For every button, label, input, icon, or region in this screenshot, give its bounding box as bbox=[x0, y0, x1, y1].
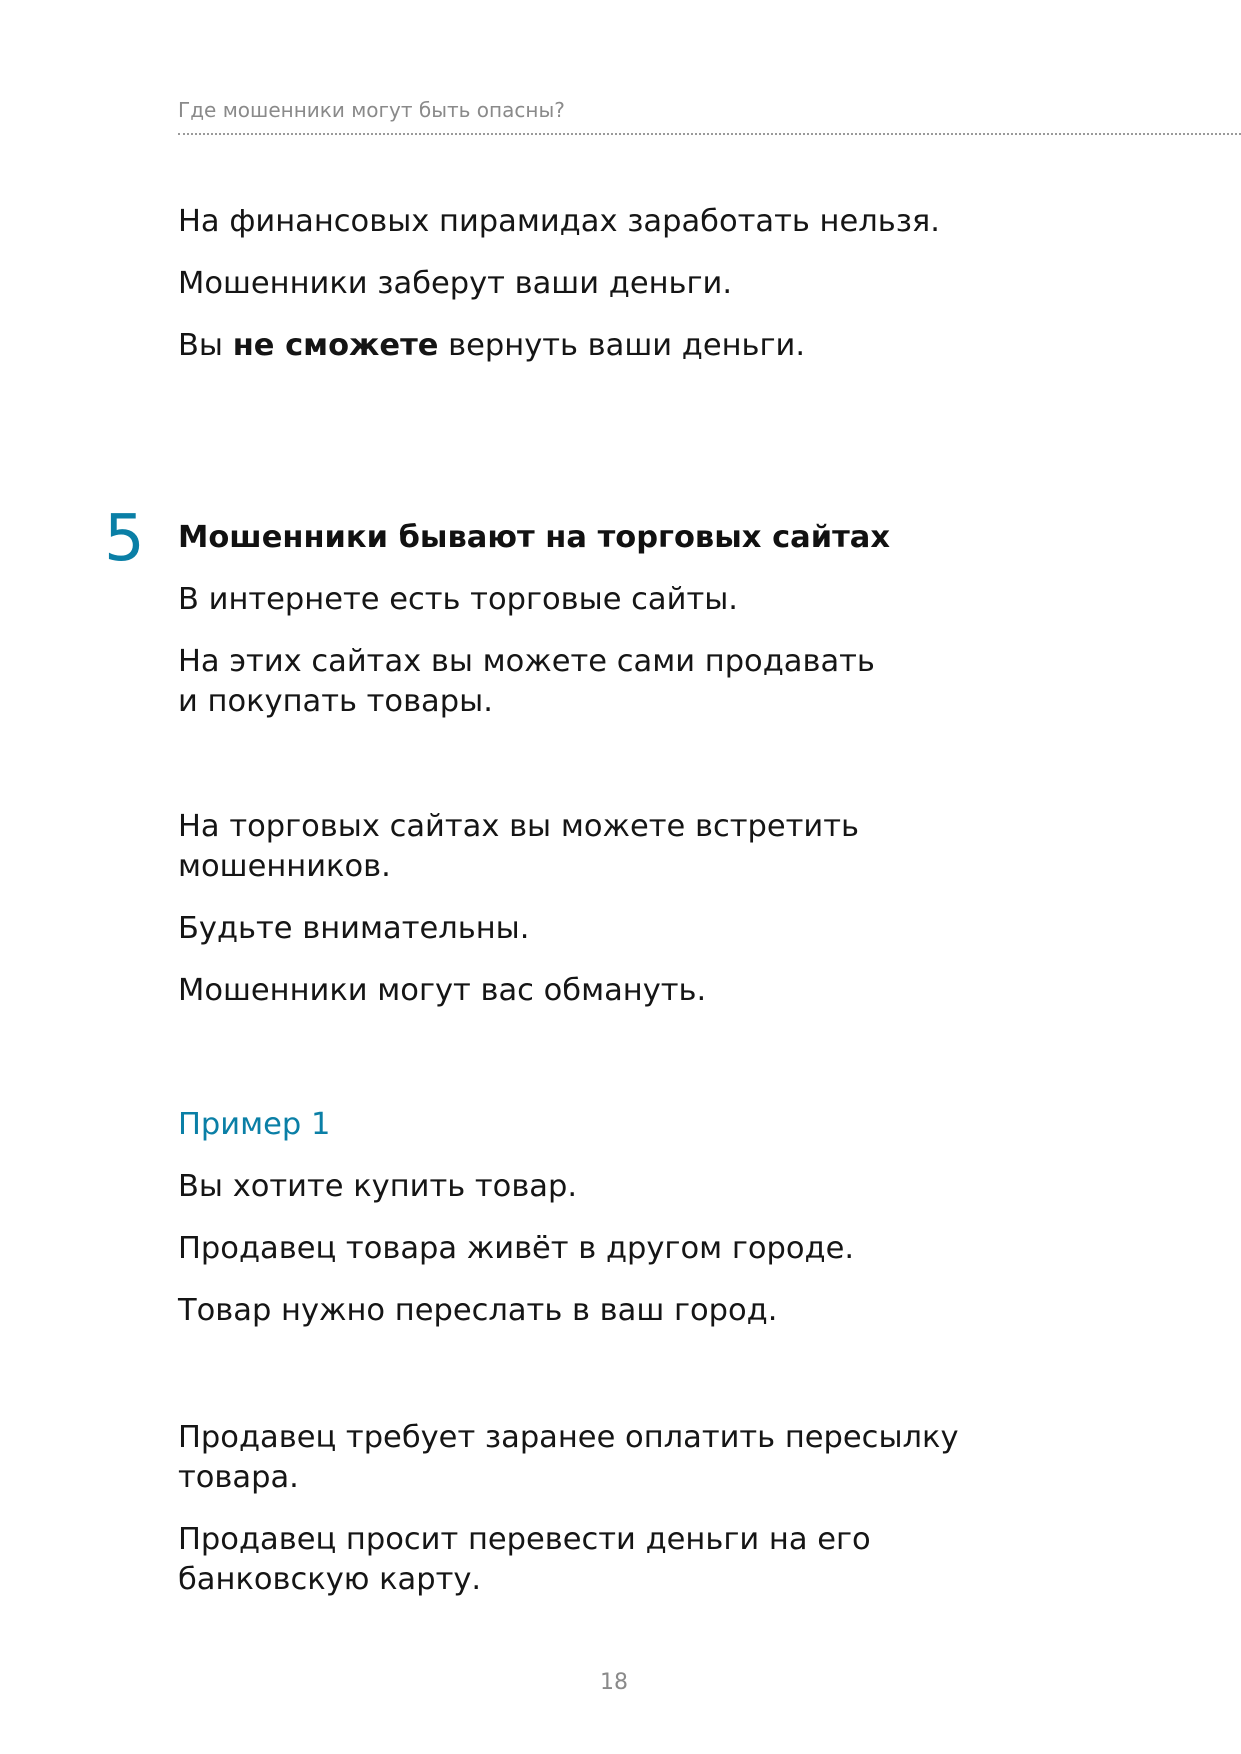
section-number: 5 bbox=[104, 502, 145, 576]
section-paragraph-2-line-1: На этих сайтах вы можете сами продавать bbox=[178, 644, 875, 679]
intro-line-3-start: Вы bbox=[178, 328, 233, 363]
section-heading: Мошенники бывают на торговых сайтах bbox=[178, 520, 891, 555]
page-number: 18 bbox=[600, 1670, 628, 1695]
example-paragraph-3: Товар нужно переслать в ваш город. bbox=[178, 1293, 778, 1328]
section-paragraph-3-line-2: мошенников. bbox=[178, 849, 391, 884]
section-paragraph-1: В интернете есть торговые сайты. bbox=[178, 582, 738, 617]
section-paragraph-4: Будьте внимательны. bbox=[178, 911, 530, 946]
section-paragraph-3-line-1: На торговых сайтах вы можете встретить bbox=[178, 809, 859, 844]
header-divider bbox=[178, 133, 1241, 135]
example-paragraph-5-line-2: банковскую карту. bbox=[178, 1562, 482, 1597]
example-paragraph-5-line-1: Продавец просит перевести деньги на его bbox=[178, 1522, 871, 1557]
example-paragraph-2: Продавец товара живёт в другом городе. bbox=[178, 1231, 855, 1266]
intro-line-3-emphasis: не сможете bbox=[232, 328, 439, 363]
example-paragraph-4-line-1: Продавец требует заранее оплатить пересылку bbox=[178, 1420, 959, 1455]
intro-line-1: На финансовых пирамидах заработать нельзя. bbox=[178, 204, 940, 239]
intro-line-3 bbox=[178, 326, 805, 366]
example-heading: Пример 1 bbox=[178, 1107, 331, 1142]
intro-line-3-end: вернуть ваши деньги. bbox=[438, 328, 806, 363]
example-paragraph-4-line-2: товара. bbox=[178, 1460, 299, 1495]
intro-line-2: Мошенники заберут ваши деньги. bbox=[178, 266, 733, 301]
section-paragraph-5: Мошенники могут вас обмануть. bbox=[178, 973, 707, 1008]
example-paragraph-1: Вы хотите купить товар. bbox=[178, 1169, 578, 1204]
section-paragraph-2-line-2: и покупать товары. bbox=[178, 684, 493, 719]
running-header: Где мошенники могут быть опасны? bbox=[178, 98, 565, 122]
